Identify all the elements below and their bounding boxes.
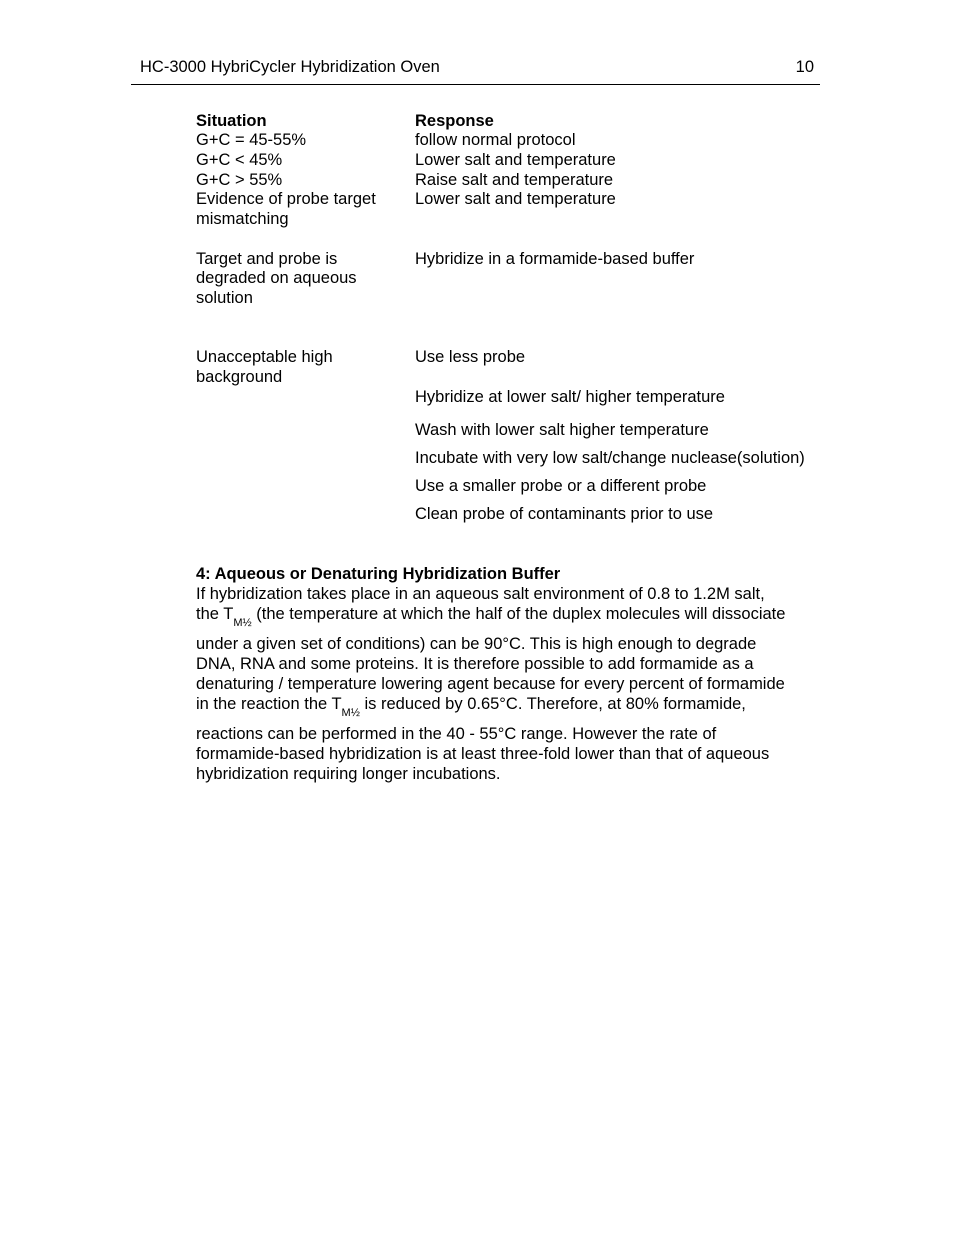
paragraph-line: reactions can be performed in the 40 - 55°C range. However the rate of [196, 725, 717, 743]
response-column-header: Response [415, 112, 494, 130]
paragraph-line: under a given set of conditions) can be 90°C. This is high enough to degrade [196, 635, 757, 653]
paragraph-line: hybridization requiring longer incubations. [196, 765, 501, 783]
response-cell: follow normal protocol [415, 131, 576, 149]
paragraph-line [196, 604, 826, 634]
situation-column-header: Situation [196, 112, 267, 130]
situation-cell: G+C = 45-55% [196, 131, 307, 149]
response-cell: Use less probe [415, 348, 526, 366]
page-number: 10 [795, 58, 814, 76]
response-cell: Hybridize in a formamide-based buffer [415, 250, 695, 268]
subscript: M½ [341, 707, 360, 719]
response-cell: Clean probe of contaminants prior to use [415, 505, 714, 523]
response-cell: Lower salt and temperature [415, 190, 616, 208]
header-rule [131, 84, 820, 85]
buffer-section [196, 564, 826, 784]
response-cell: Wash with lower salt higher temperature [415, 421, 709, 439]
page-header [140, 56, 814, 78]
response-cell: Lower salt and temperature [415, 151, 616, 169]
section-heading: 4: Aqueous or Denaturing Hybridization Buffer [196, 565, 561, 583]
text-run: the T [196, 605, 234, 623]
paragraph-line: formamide-based hybridization is at least three-fold lower than that of aqueous [196, 745, 770, 763]
response-cell: Raise salt and temperature [415, 171, 614, 189]
situation-cell: Unacceptable high [196, 348, 333, 366]
response-cell: Incubate with very low salt/change nuclease(solution) [415, 449, 805, 467]
text-run: is reduced by 0.65°C. Therefore, at 80% formamide, [359, 695, 746, 713]
situation-cell: Target and probe is [196, 250, 338, 268]
paragraph-line: denaturing / temperature lowering agent because for every percent of formamide [196, 675, 785, 693]
situation-cell: G+C < 45% [196, 151, 283, 169]
situation-cell: mismatching [196, 210, 289, 228]
response-cell: Hybridize at lower salt/ higher temperature [415, 388, 725, 406]
paragraph-line [196, 694, 826, 724]
situation-cell: degraded on aqueous [196, 269, 357, 287]
situation-cell: G+C > 55% [196, 171, 283, 189]
situation-cell: background [196, 368, 283, 386]
subscript: M½ [233, 617, 252, 629]
response-cell: Use a smaller probe or a different probe [415, 477, 707, 495]
paragraph-line: If hybridization takes place in an aqueous salt environment of 0.8 to 1.2M salt, [196, 585, 765, 603]
situation-cell: Evidence of probe target [196, 190, 376, 208]
document-title: HC-3000 HybriCycler Hybridization Oven [140, 58, 440, 76]
paragraph-line: DNA, RNA and some proteins. It is therefore possible to add formamide as a [196, 655, 754, 673]
text-run: in the reaction the T [196, 695, 342, 713]
text-run: (the temperature at which the half of the duplex molecules will dissociate [251, 605, 786, 623]
situation-cell: solution [196, 289, 253, 307]
